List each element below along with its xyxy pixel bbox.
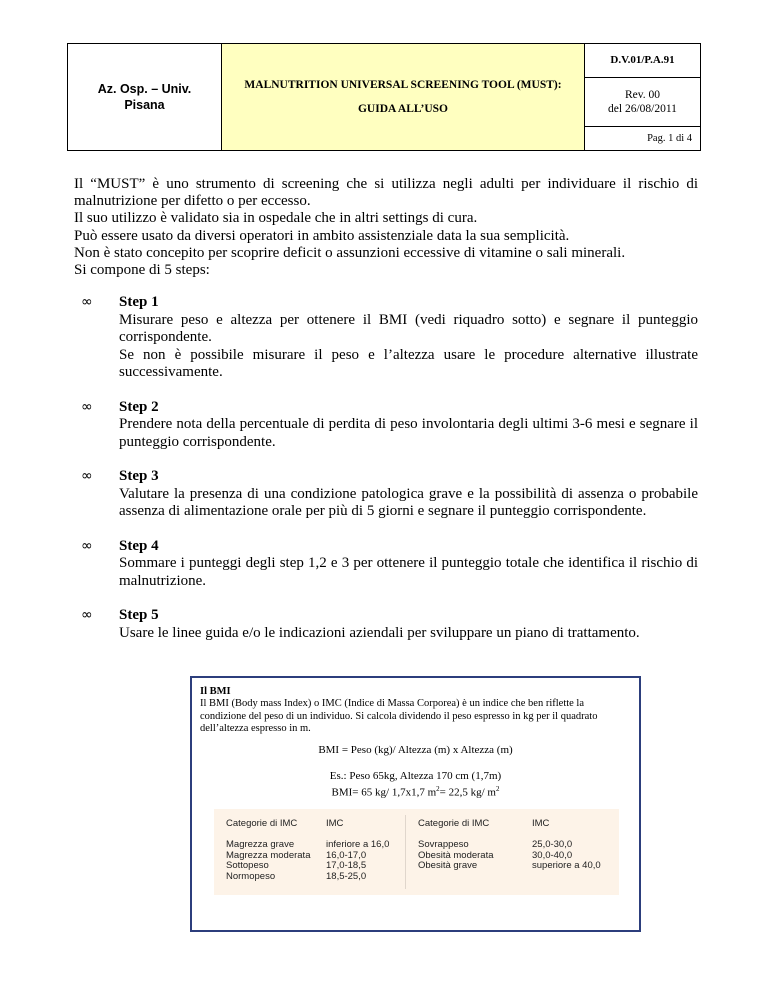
revision-block	[585, 78, 700, 127]
table-cell: Normopeso	[226, 871, 276, 883]
table-cell: 30,0-40,0	[532, 849, 573, 861]
infinity-bullet-icon: ∞	[81, 468, 93, 484]
infinity-bullet-icon: ∞	[81, 398, 93, 415]
document-title-cell	[222, 44, 585, 150]
step-text: Usare le linee guida e/o le indicazioni aziendali per sviluppare un piano di trattamento.	[119, 624, 640, 641]
superscript: 2	[495, 785, 500, 793]
step-item	[81, 538, 698, 591]
step-title: Step 3	[119, 468, 159, 484]
page-number: Pag. 1 di 4	[647, 133, 692, 144]
organization-name-line2: Pisana	[124, 98, 165, 112]
column-header: Categorie di IMC	[418, 818, 490, 829]
table-cell: 25,0-30,0	[532, 838, 573, 850]
table-cell: 18,5-25,0	[326, 871, 367, 883]
intro-paragraph: Il “MUST” è uno strumento di screening che si utilizza negli adulti per individuare il rischio di malnutrizione per difetto o per eccesso.	[74, 176, 698, 210]
table-cell: Sovrappeso	[418, 838, 469, 850]
step-text: Valutare la presenza di una condizione patologica grave e la possibilità di assenza o probabile assenza di alimentazione orale per più di 5 giorni e segnare il punteggio corrispondente.	[119, 485, 698, 519]
bmi-formula: BMI = Peso (kg)/ Altezza (m) x Altezza (m)	[318, 744, 513, 756]
bmi-example-line2	[192, 783, 639, 800]
step-title: Step 2	[119, 398, 159, 415]
bmi-info-box	[190, 676, 641, 932]
organization-name-line1: Az. Osp. – Univ.	[97, 82, 192, 96]
step-item	[81, 607, 698, 642]
table-cell: inferiore a 16,0	[326, 838, 390, 850]
document-meta-cell	[585, 44, 700, 150]
infinity-bullet-icon: ∞	[81, 537, 93, 554]
step-item	[81, 399, 698, 452]
table-cell: Magrezza moderata	[226, 849, 311, 861]
document-subtitle: GUIDA ALL’USO	[357, 103, 448, 115]
step-title: Step 4	[119, 537, 159, 554]
infinity-bullet-icon: ∞	[81, 294, 93, 310]
intro-paragraph: Il suo utilizzo è validato sia in ospedale che in altri settings di cura.	[74, 210, 478, 227]
steps-list	[81, 294, 698, 642]
imc-col-categories-right	[418, 819, 494, 872]
revision-number: Rev. 00	[624, 89, 661, 101]
imc-col-categories-left	[226, 819, 310, 883]
step-item	[81, 468, 698, 521]
intro-paragraph: Può essere usato da diversi operatori in ambito assistenziale data la sua semplicità.	[74, 227, 570, 244]
table-cell: Obesità grave	[418, 860, 478, 872]
imc-col-values-left	[326, 819, 389, 883]
organization-cell	[68, 44, 222, 150]
table-cell: 16,0-17,0	[326, 849, 367, 861]
document-header	[67, 43, 701, 151]
step-text: Misurare peso e altezza per ottenere il BMI (vedi riquadro sotto) e segnare il punteggio corrispondente.	[119, 311, 698, 345]
column-header: Categorie di IMC	[226, 818, 298, 829]
table-divider	[405, 815, 406, 889]
table-cell: Obesità moderata	[418, 849, 494, 861]
bmi-box-text: Il BMI (Body mass Index) o IMC (Indice di Massa Corporea) è un indice che ben riflette la condizione del peso di un individuo. Si calcola dividendo il peso espresso in kg per il quadrato dell’altezza espresso in m.	[200, 698, 598, 735]
step-text: Prendere nota della percentuale di perdita di peso involontaria degli ultimi 3-6 mesi e segnare il punteggio corrispondente.	[119, 416, 698, 450]
step-title: Step 1	[119, 294, 159, 310]
document-code: D.V.01/P.A.91	[585, 44, 700, 78]
table-cell: Sottopeso	[226, 860, 269, 872]
step-text: Se non è possibile misurare il peso e l’altezza usare le procedure alternative illustrate successivamente.	[119, 346, 698, 380]
document-title: MALNUTRITION UNIVERSAL SCREENING TOOL (MUST):	[244, 79, 562, 91]
revision-date: del 26/08/2011	[608, 103, 677, 115]
intro-paragraph: Si compone di 5 steps:	[74, 262, 210, 279]
table-cell: 17,0-18,5	[326, 860, 367, 872]
step-title: Step 5	[119, 607, 159, 623]
imc-col-values-right	[532, 819, 601, 872]
bmi-description	[200, 686, 630, 736]
table-cell: Magrezza grave	[226, 838, 295, 850]
bmi-example-result: = 22,5 kg/ m	[439, 786, 496, 799]
infinity-bullet-icon: ∞	[81, 607, 93, 623]
bmi-example-line1: Es.: Peso 65kg, Altezza 170 cm (1,7m)	[329, 770, 502, 782]
superscript: 2	[436, 785, 440, 793]
column-header: IMC	[326, 818, 344, 829]
column-header: IMC	[532, 818, 550, 829]
imc-categories-table	[214, 809, 619, 895]
intro-section	[74, 176, 698, 279]
table-cell: superiore a 40,0	[532, 860, 601, 872]
step-item	[81, 294, 698, 382]
step-text: Sommare i punteggi degli step 1,2 e 3 per ottenere il punteggio totale che identifica il rischio di malnutrizione.	[119, 555, 698, 589]
bmi-example-calc: BMI= 65 kg/ 1,7x1,7 m	[331, 786, 437, 799]
intro-paragraph: Non è stato concepito per scoprire deficit o assunzioni eccessive di vitamine o sali minerali.	[74, 244, 626, 261]
bmi-box-title: Il BMI	[200, 686, 231, 697]
